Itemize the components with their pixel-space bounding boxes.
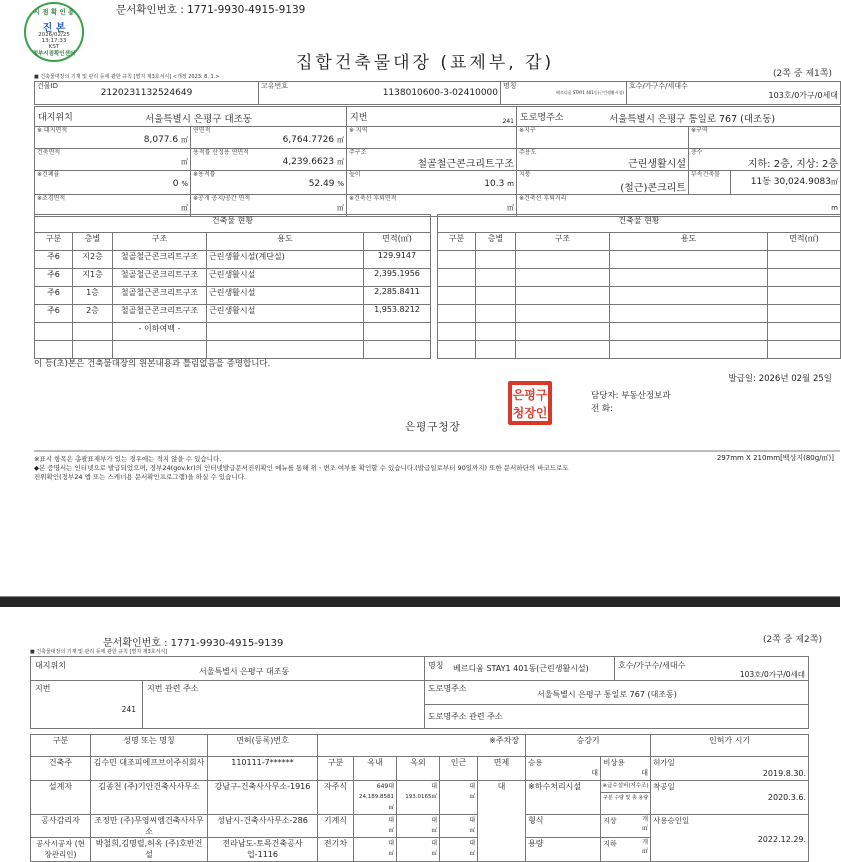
lot-number-p2: 241 [121,705,136,714]
status-row: 주6 2층 철골철근콘크리트구조 근린생활시설 1,953.8212 [35,305,431,323]
floor-count: 지하: 2층, 지상: 2층 [747,159,838,170]
units: 103호/0가구/0세대 [768,91,838,100]
status-title-right: 건축물 현황 [438,215,841,233]
status-row: 주6 1층 철골철근콘크리트구조 근린생활시설 2,285.8411 [35,287,431,305]
permit-date: 2022.12.29. [757,835,807,844]
law-reference: ■ 건축물대장의 기재 및 관리 등에 관한 규칙 [별지 제3호서식] <개정 2023. 8. 1.> [34,74,220,80]
seal-timestamp: 2026/02/25 13:17:33 KST [38,32,70,50]
lot-number: 241 [502,118,514,125]
status-row-empty [438,251,841,269]
units-cell: 호수/가구수/세대수 103호/0가구/0세대 [627,82,841,105]
public-space-area: ㎡ [337,204,344,212]
issuing-authority: 은평구청장 [405,421,461,433]
footer-divider [34,450,840,452]
elevator-title: 승강기 [526,735,651,757]
party-row: 설계자 김종천 (주)기안건축사사무소 강남구-건축사사무소-1916 자주식 649대 24,189.8581㎡ 대 193.0165㎡ 대 ㎡ 대 ※하수처리시설 ※급수설비(저수조) 구분 수량 및 총 용량 착공일 2020.3.6. [31,781,809,815]
page-indicator: (2쪽 중 제1쪽) [773,69,832,79]
sewage-facility: ※하수처리시설 [526,781,601,815]
p2-address-table: 대지위치 서울특별시 은평구 대조동 명칭 베르디움 STAY1 401동(근린생활시설) 호수/가구수/세대수 103호/0가구/0세대 지번 241 지번 관련 주소 도로명주소 서울특별시 은평구 통일로 767 (대조동) 도로명주소 관련 주소 [30,656,809,729]
status-header-row: 구분 층별 구조 용도 면적(㎡) [438,233,841,251]
status-title: 건축물 현황 [35,215,431,233]
building-name: 베르디움 STAY1 401동(근린생활시설) [556,90,624,95]
building-status-table-left [34,214,431,359]
road-address: 서울특별시 은평구 통일로 767 (대조동) [609,114,776,125]
permit-title: 인허가 시기 [651,735,809,757]
stamp-text: 은평구청장인 [511,384,549,422]
status-row-empty [438,287,841,305]
footer-notes: ※표시 항목은 총괄표제부가 있는 경우에는 적지 않을 수 있습니다. ◆본 증명서는 인터넷으로 발급되었으며, 정부24(gov.kr)의 인터넷발급문서진위확인 메뉴를 통해 위ㆍ변조 여부를 확인할 수 있습니다.(발급일로부터 90일까지) 또한 문서하단의 바코드로도 진위확인(정부24 앱 또는 스캐너용 문서확인프로그램)을 하실 수 있습니다. [34,455,569,481]
status-row [35,341,431,359]
p2-parties-table [30,734,809,862]
building-height: 10.3 m [484,179,514,189]
site-location-p2: 서울특별시 은평구 대조동 [199,667,290,676]
setback-distance: m [831,204,838,212]
building-id-cell: 건물ID 2120231132524649 [35,82,259,105]
party-row: 공사시공자 (현장관리인) 박철희,김명렬,허옥 (주)호반건설 전라남도-토목건축공사업-1116 전기차 대 ㎡ 대 ㎡ 대 ㎡ 용량 지하 개 ㎡ [31,838,809,862]
lot-cell: 지번 241 [347,107,517,127]
issue-date: 발급일: 2026년 02월 25일 [728,374,832,384]
building-coverage-ratio: 0 % [172,179,188,189]
main-use: 근린생활시설 [628,159,686,170]
status-row: 주6 지1층 철골철근콘크리트구조 근린생활시설 2,395.1956 [35,269,431,287]
building-header-table [34,81,841,105]
building-name-p2: 베르디움 STAY1 401동(근린생활시설) [453,664,589,673]
building-status-table-right [437,214,841,359]
building-area: ㎡ [181,158,188,166]
seal-ring-top: 시 점 확 인 용 [33,8,75,16]
contact-person: 담당자: 부동산정보과 [591,391,671,401]
document-title: 집합건축물대장 (표제부, 갑) [296,53,555,73]
main-structure: 철골철근콘크리트구조 [417,159,514,170]
site-location-cell: 대지위치 서울특별시 은평구 대조동 [35,107,347,127]
verification-seal [24,2,84,62]
road-address-p2: 서울특별시 은평구 통일로 767 (대조동) [537,690,677,699]
unique-no: 1138010600-3-02410000 [382,88,498,98]
status-row-empty [438,269,841,287]
status-row-empty [438,305,841,323]
permit-date: 2020.3.6. [767,793,807,802]
page-separator [0,596,840,607]
paper-size: 297mm X 210mm[백상지(80g/㎡)] [716,454,834,462]
site-location: 서울특별시 은평구 대조동 [145,114,252,125]
party-row: 공사감리자 조정만 (주)무영씨엠건축사사무소 성남시-건축사사무소-286 기계식 대 ㎡ 대 ㎡ 대 ㎡ 형식 지상 개 ㎡ 사용승인일 2022.12.29. [31,815,809,838]
law-reference-p2: ■ 건축물대장의 기재 및 관리 등에 관한 규칙 [별지 제3호서식] [30,649,168,655]
building-id: 2120231132524649 [100,88,193,98]
status-row-empty [438,341,841,359]
site-info-table: 대지위치 서울특별시 은평구 대조동 지번 241 도로명주소 서울특별시 은평구 통일로 767 (대조동) ※ 대지면적 8,077.6 ㎡ 연면적 6,764.7726 ㎡ ※ 지역 ※지구 ※구역 건축면적 ㎡ 용적률 산정용 연면적 4,239.6623 ㎡ 주구조 철골철근콘크리트구조 주용도 근린생활시설 층수 지하: 2층, 지상: 2층 ※건폐율 0 % ※용적률 52.49 % 높이 10.3 m 지붕 (철근)콘크리트 부속건축물 11동 30,024.9083㎡ ※조경면적 ㎡ ※공개 공지/공간 면적 ㎡ ※건축선 후퇴면적 ㎡ ※건축선 후퇴거리 m [34,106,841,217]
status-header-row: 구분 층별 구조 용도 면적(㎡) [35,233,431,251]
page-indicator-p2: (2쪽 중 제2쪽) [763,635,822,645]
parking-exempt: 대 [478,781,526,862]
road-related-address: 도로명주소 관련 주소 [428,712,503,721]
status-row: - 이하여백 - [35,323,431,341]
landscape-area: ㎡ [181,204,188,212]
seal-label: 진 본 [42,23,66,34]
document-confirm-number-p2: 문서확인번호 : 1771-9930-4915-9139 [103,638,284,649]
elevator-passenger: 대 [591,769,599,777]
certification-statement: 이 등(초)본은 건축물대장의 원본내용과 틀림없음을 증명합니다. [34,359,271,369]
lot-related-address: 지번 관련 주소 [147,684,199,693]
units-p2: 103호/0가구/0세대 [739,670,805,679]
setback-area: ㎡ [507,204,514,212]
contact-phone: 전 화: [591,404,613,414]
site-area: 8,077.6 ㎡ [143,135,188,145]
unique-no-cell: 고유번호 1138010600-3-02410000 [259,82,501,105]
parties-header-row: 구분 성명 또는 명칭 면허(등록)번호 ※주차장 승강기 인허가 시기 [31,735,809,757]
total-floor-area: 6,764.7726 ㎡ [282,135,344,145]
seal-ring-bottom: 정부시점확인센터 [32,51,76,57]
far-floor-area: 4,239.6623 ㎡ [282,157,344,167]
elevator-emergency: 대 [641,769,649,777]
status-row: 주6 지2층 철골철근콘크리트구조 근린생활시설(계단실) 129.9147 [35,251,431,269]
floor-area-ratio: 52.49 % [308,179,344,189]
parking-title: ※주차장 [318,735,526,757]
roof-type: (철근)콘크리트 [620,183,686,194]
permit-date: 2019.8.30. [762,769,807,778]
annex-buildings: 11동 30,024.9083㎡ [750,177,838,187]
contact-info [591,390,670,416]
name-cell: 명칭 베르디움 STAY1 401동(근린생활시설) [501,82,627,105]
party-row: 건축주 김수민 대조피에프브이주식회사 110111-7****** 구분 옥내 옥외 인근 면제 승용 대 비상용 대 허가일 2019.8.30. [31,757,809,781]
document-confirm-number: 문서확인번호 : 1771-9930-4915-9139 [116,4,306,16]
official-seal-stamp [508,381,552,425]
road-address-cell: 도로명주소 서울특별시 은평구 통일로 767 (대조동) [517,107,841,127]
status-row-empty [438,323,841,341]
